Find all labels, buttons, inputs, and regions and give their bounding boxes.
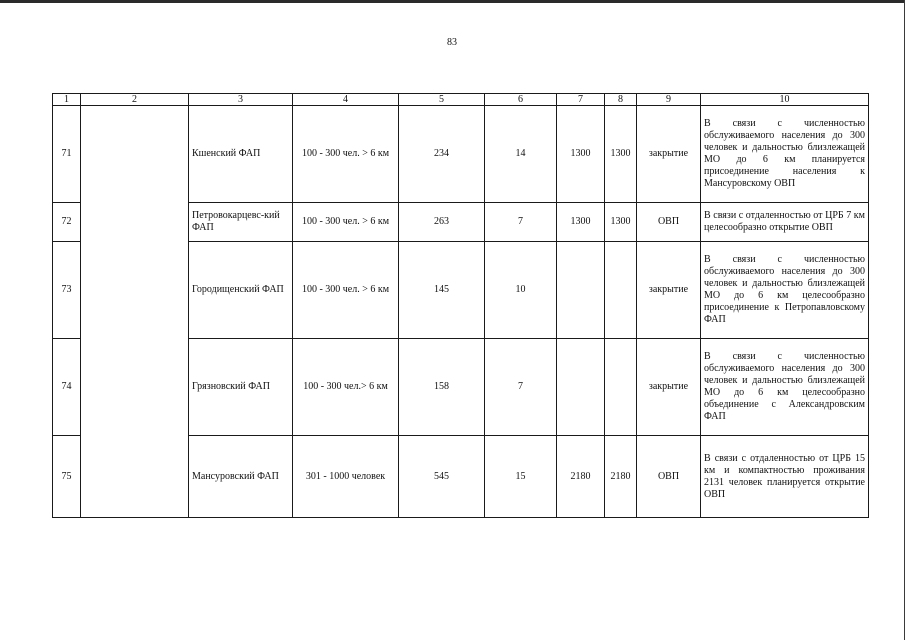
- page-number: 83: [447, 37, 457, 48]
- planned-action: ОВП: [637, 436, 701, 518]
- header-cell-6: 6: [485, 94, 557, 106]
- justification-note: В связи с численностью обслуживаемого населения до 300 человек и дальностью близлежащей МО до 6 км целесообразно присоединение к Петропавловскому ФАП: [701, 242, 869, 339]
- value-col-7: [557, 339, 605, 436]
- row-number: 75: [53, 436, 81, 518]
- value-col-8: 1300: [605, 106, 637, 203]
- justification-note: В связи с отдаленностью от ЦРБ 7 км целесообразно открытие ОВП: [701, 203, 869, 242]
- facility-name: Городищенский ФАП: [189, 242, 293, 339]
- value-col-8: 2180: [605, 436, 637, 518]
- facilities-table: [52, 93, 869, 518]
- table-row: [53, 106, 869, 203]
- value-col-6: 7: [485, 339, 557, 436]
- value-col-8: 1300: [605, 203, 637, 242]
- header-cell-5: 5: [399, 94, 485, 106]
- value-col-7: 2180: [557, 436, 605, 518]
- population-criterion: 100 - 300 чел. > 6 км: [293, 106, 399, 203]
- header-cell-4: 4: [293, 94, 399, 106]
- justification-note: В связи с численностью обслуживаемого населения до 300 человек и дальностью близлежащей МО до 6 км планируется присоединение населения к Мансуровскому ОВП: [701, 106, 869, 203]
- value-col-6: 10: [485, 242, 557, 339]
- planned-action: ОВП: [637, 203, 701, 242]
- value-col-5: 545: [399, 436, 485, 518]
- header-cell-10: 10: [701, 94, 869, 106]
- facility-name: Мансуровский ФАП: [189, 436, 293, 518]
- value-col-5: 234: [399, 106, 485, 203]
- header-cell-2: 2: [81, 94, 189, 106]
- justification-note: В связи с численностью обслуживаемого населения до 300 человек и дальностью близлежащей МО до 6 км целесообразно объединение с Александровским ФАП: [701, 339, 869, 436]
- population-criterion: 100 - 300 чел. > 6 км: [293, 203, 399, 242]
- header-cell-9: 9: [637, 94, 701, 106]
- header-cell-3: 3: [189, 94, 293, 106]
- scan-border-top: [0, 0, 905, 3]
- value-col-5: 158: [399, 339, 485, 436]
- planned-action: закрытие: [637, 339, 701, 436]
- value-col-7: [557, 242, 605, 339]
- facility-name: Петровокарцевс-кий ФАП: [189, 203, 293, 242]
- row-number: 73: [53, 242, 81, 339]
- header-cell-8: 8: [605, 94, 637, 106]
- header-cell-1: 1: [53, 94, 81, 106]
- header-cell-7: 7: [557, 94, 605, 106]
- value-col-6: 14: [485, 106, 557, 203]
- value-col-8: [605, 339, 637, 436]
- value-col-7: 1300: [557, 203, 605, 242]
- row-number: 74: [53, 339, 81, 436]
- planned-action: закрытие: [637, 242, 701, 339]
- population-criterion: 100 - 300 чел. > 6 км: [293, 242, 399, 339]
- district-cell-empty: [81, 106, 189, 518]
- value-col-6: 15: [485, 436, 557, 518]
- value-col-6: 7: [485, 203, 557, 242]
- planned-action: закрытие: [637, 106, 701, 203]
- facility-name: Кшенский ФАП: [189, 106, 293, 203]
- row-number: 71: [53, 106, 81, 203]
- facility-name: Грязновский ФАП: [189, 339, 293, 436]
- header-row: [53, 94, 869, 106]
- value-col-8: [605, 242, 637, 339]
- value-col-7: 1300: [557, 106, 605, 203]
- value-col-5: 263: [399, 203, 485, 242]
- justification-note: В связи с отдаленностью от ЦРБ 15 км и компактностью проживания 2131 человек планируется открытие ОВП: [701, 436, 869, 518]
- value-col-5: 145: [399, 242, 485, 339]
- row-number: 72: [53, 203, 81, 242]
- population-criterion: 301 - 1000 человек: [293, 436, 399, 518]
- population-criterion: 100 - 300 чел.> 6 км: [293, 339, 399, 436]
